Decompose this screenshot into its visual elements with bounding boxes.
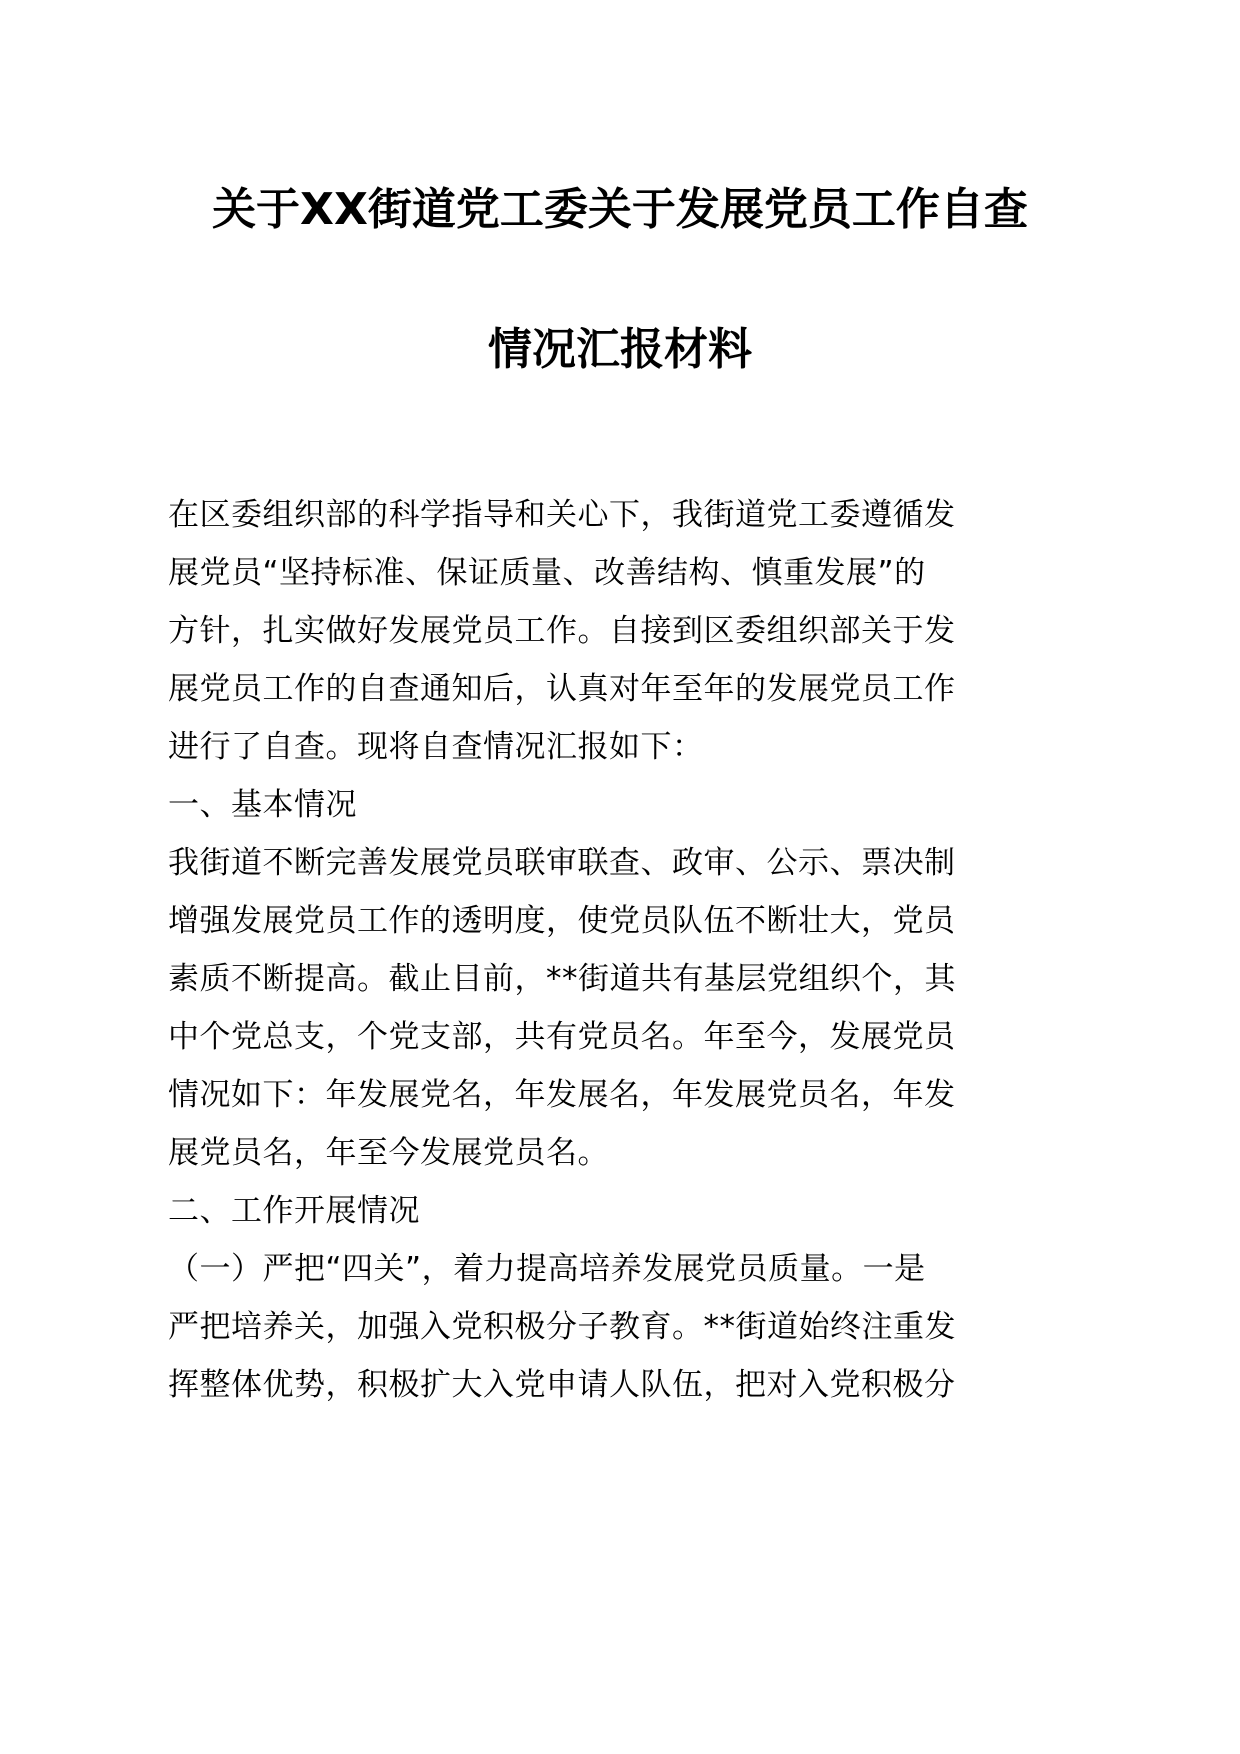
body-line: 增强发展党员工作的透明度，使党员队伍不断壮大，党员 [168, 903, 956, 939]
body-line: （一）严把“四关”，着力提高培养发展党员质量。一是 [168, 1251, 926, 1287]
body-line: 方针，扎实做好发展党员工作。自接到区委组织部关于发 [168, 613, 956, 649]
body-line: 严把培养关，加强入党积极分子教育。**街道始终注重发 [168, 1309, 956, 1345]
body-line: 在区委组织部的科学指导和关心下，我街道党工委遵循发 [168, 497, 956, 533]
document-title-line-1: 关于XX街道党工委关于发展党员工作自查 [212, 184, 1028, 235]
body-line: 进行了自查。现将自查情况汇报如下： [168, 729, 704, 765]
body-line: 挥整体优势，积极扩大入党申请人队伍，把对入党积极分 [168, 1367, 956, 1403]
body-line: 展党员“坚持标准、保证质量、改善结构、慎重发展”的 [168, 555, 926, 591]
body-line: 我街道不断完善发展党员联审联查、政审、公示、票决制 [168, 845, 956, 881]
body-line: 素质不断提高。截止目前，**街道共有基层党组织个，其 [168, 961, 956, 997]
body-line: 中个党总支，个党支部，共有党员名。年至今，发展党员 [168, 1019, 956, 1055]
body-line: 展党员工作的自查通知后，认真对年至年的发展党员工作 [168, 671, 956, 707]
body-line: 展党员名，年至今发展党员名。 [168, 1135, 609, 1171]
body-line: 情况如下：年发展党名，年发展名，年发展党员名，年发 [168, 1077, 956, 1113]
document-title-line-2: 情况汇报材料 [488, 324, 752, 375]
document-body [168, 486, 956, 1414]
section-heading-basic-situation: 一、基本情况 [168, 787, 357, 823]
section-heading-work-progress: 二、工作开展情况 [168, 1193, 420, 1229]
